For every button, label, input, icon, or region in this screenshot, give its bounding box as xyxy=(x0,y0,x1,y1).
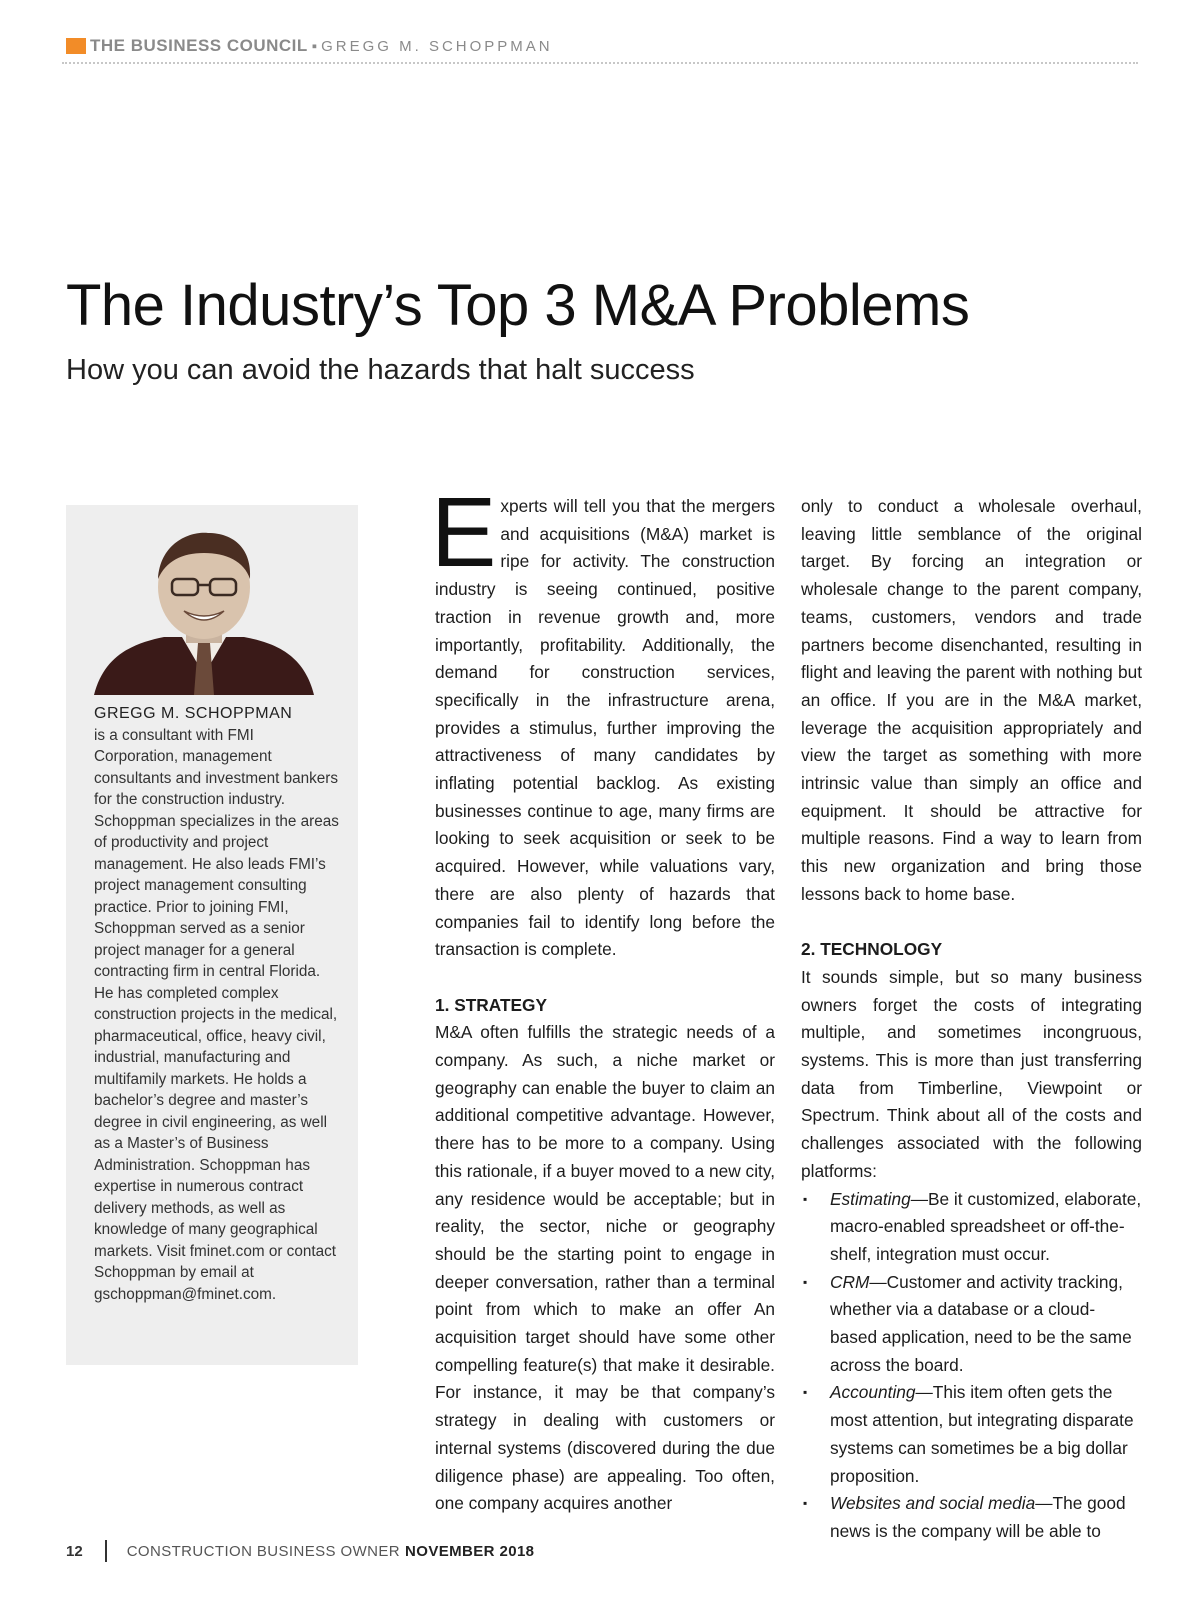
drop-cap: E xyxy=(431,477,497,587)
strategy-paragraph: M&A often fulfills the strategic needs of a company. As such, a niche market or geography can enable the buyer to claim an additional competitive advantage. However, there has to be more to a company. Using this rationale, if a buyer moved to a new city, any residence would be acceptable; but in reality, the sector, niche or geography should be the starting point to engage in deeper conversation, rather than a terminal point from which to make an offer An acquisition target should have some other compelling feature(s) that make it desirable. For instance, it may be that company’s strategy in dealing with customers or internal systems (discovered during the due diligence phase) are appealing. Too often, one company acquires another xyxy=(435,1022,775,1514)
footer-divider xyxy=(105,1540,107,1562)
technology-paragraph: It sounds simple, but so many business owners forget the costs of integrating multiple, and sometimes incongruous, systems. This is more than just transferring data from Timberline, Viewpoint or Spectrum. Think about all of the costs and challenges associated with the following platforms: xyxy=(801,966,1142,1181)
list-item-text: —The good news is the company will be able to xyxy=(830,1493,1126,1541)
author-portrait xyxy=(94,525,314,695)
list-item xyxy=(801,1186,1142,1269)
article-title: The Industry’s Top 3 M&A Problems xyxy=(66,273,970,338)
list-item-term: Estimating xyxy=(830,1188,911,1209)
list-item xyxy=(801,1269,1142,1380)
article-column-1 xyxy=(431,477,775,1518)
intro-text: xperts will tell you that the mergers and acquisitions (M&A) market is ripe for activity. The construction industry is seeing continued, positive traction in revenue growth and, more importantly, profitability. Additionally, the demand for construction services, specifically in the infrastructure arena, provides a stimulus, further improving the attractiveness of many candidates by inflating potential backlog. As existing businesses continue to age, many firms are looking to seek acquisition or seek to be acquired. However, while valuations vary, there are also plenty of hazards that companies fail to identify long before the transaction is complete. xyxy=(435,496,775,960)
author-bio xyxy=(94,703,340,1305)
section-heading-technology: 2. TECHNOLOGY xyxy=(801,939,943,960)
running-header xyxy=(66,36,553,56)
list-item-text: —Customer and activity tracking, whether via a database or a cloud-based application, need to be the same across the board. xyxy=(830,1271,1132,1375)
page-number: 12 xyxy=(66,1542,83,1560)
publication-name: CONSTRUCTION BUSINESS OWNER xyxy=(126,1542,401,1560)
author-bio-text: is a consultant with FMI Corporation, management consultants and investment bankers for the construction industry. Schoppman specializes in the areas of productivity and project management. He also leads FMI’s project management consulting practice. Prior to joining FMI, Schoppman served as a senior project manager for a general contracting firm in central Florida. He has completed complex construction projects in the medical, pharmaceutical, office, heavy civil, industrial, manufacturing and multifamily markets. He holds a bachelor’s degree and master’s degree in civil engineering, as well as a Master’s of Business Administration. Schoppman has expertise in numerous contract delivery methods, as well as knowledge of many geographical markets. Visit fminet.com or contact Schoppman by email at gschoppman@fminet.com. xyxy=(94,726,339,1303)
list-item xyxy=(801,1490,1142,1545)
list-item-term: Accounting xyxy=(830,1382,916,1403)
page-footer xyxy=(66,1540,534,1562)
article-column-2 xyxy=(801,493,1142,1546)
section-heading-strategy: 1. STRATEGY xyxy=(435,994,548,1015)
author-bio-box xyxy=(66,505,358,1365)
issue-date: NOVEMBER 2018 xyxy=(405,1542,535,1560)
intro-paragraph xyxy=(431,477,775,964)
list-item-text: —This item often gets the most attention, but integrating disparate systems can sometimes be a big dollar proposition. xyxy=(830,1382,1134,1486)
header-section-title: THE BUSINESS COUNCIL xyxy=(90,36,308,55)
article-subtitle: How you can avoid the hazards that halt success xyxy=(66,354,695,386)
continued-paragraph: only to conduct a wholesale overhaul, leaving little semblance of the original target. By forcing an integration or wholesale change to the parent company, teams, customers, vendors and trade partners become disenchanted, resulting in flight and leaving the parent with nothing but an office. If you are in the M&A market, leverage the acquisition appropriately and view the target as something with more intrinsic value than simply an office and equipment. It should be attractive for multiple reasons. Find a way to learn from this new organization and bring those lessons back to home base. xyxy=(801,496,1142,904)
list-item-term: Websites and social media xyxy=(830,1493,1036,1514)
header-author: GREGG M. SCHOPPMAN xyxy=(321,37,553,55)
list-item-text: —Be it customized, elaborate, macro-enabled spreadsheet or off-the-shelf, integration must occur. xyxy=(830,1188,1142,1264)
author-name: GREGG M. SCHOPPMAN xyxy=(94,705,293,722)
header-separator: ▪ xyxy=(311,37,318,55)
list-item-term: CRM xyxy=(830,1271,870,1292)
header-divider xyxy=(62,62,1138,64)
platform-list xyxy=(801,1186,1142,1546)
section-marker-square xyxy=(66,38,86,54)
list-item xyxy=(801,1379,1142,1490)
